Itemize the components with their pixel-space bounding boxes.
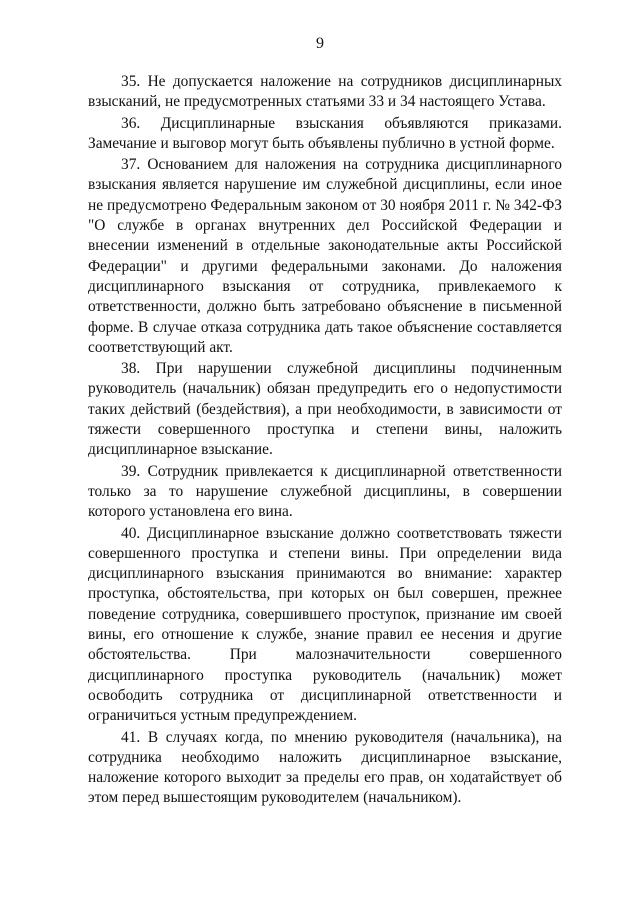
paragraph-40: 40. Дисциплинарное взыскание должно соответствовать тяжести совершенного проступка и степени вины. При определении вида дисциплинарного взыскания принимаются во внимание: характер проступка, обстоятельства, при которых он был совершен, прежнее поведение сотрудника, совершившего проступок, признание им своей вины, его отношение к службе, знание правил ее несения и другие обстоятельства. При малозначительности совершенного дисциплинарного проступка руководитель (начальник) может освободить сотрудника от дисциплинарной ответственности и ограничиться устным предупреждением.	[88, 524, 562, 725]
paragraph-41: 41. В случаях когда, по мнению руководителя (начальника), на сотрудника необходимо наложить дисциплинарное взыскание, наложение которого выходит за пределы его прав, он ходатайствует об этом перед вышестоящим руководителем (начальником).	[88, 728, 562, 807]
page-number: 9	[316, 35, 324, 52]
paragraph-39: 39. Сотрудник привлекается к дисциплинарной ответственности только за то нарушение служебной дисциплины, в совершении которого установлена его вина.	[88, 462, 562, 521]
document-body	[88, 72, 562, 810]
paragraph-38: 38. При нарушении служебной дисциплины подчиненным руководитель (начальник) обязан предупредить его о недопустимости таких действий (бездействия), а при необходимости, в зависимости от тяжести совершенного проступка и степени вины, наложить дисциплинарное взыскание.	[88, 360, 562, 459]
paragraph-37: 37. Основанием для наложения на сотрудника дисциплинарного взыскания является нарушение им служебной дисциплины, если иное не предусмотрено Федеральным законом от 30 ноября 2011 г. № 342-ФЗ "О службе в органах внутренних дел Российской Федерации и внесении изменений в отдельные законодательные акты Российской Федерации" и другими федеральными законами. До наложения дисциплинарного взыскания от сотрудника, привлекаемого к ответственности, должно быть затребовано объяснение в письменной форме. В случае отказа сотрудника дать такое объяснение составляется соответствующий акт.	[88, 156, 562, 356]
paragraph-36: 36. Дисциплинарные взыскания объявляются приказами. Замечание и выговор могут быть объявлены публично в устной форме.	[88, 114, 562, 152]
paragraph-35: 35. Не допускается наложение на сотрудников дисциплинарных взысканий, не предусмотренных статьями 33 и 34 настоящего Устава.	[88, 73, 562, 111]
